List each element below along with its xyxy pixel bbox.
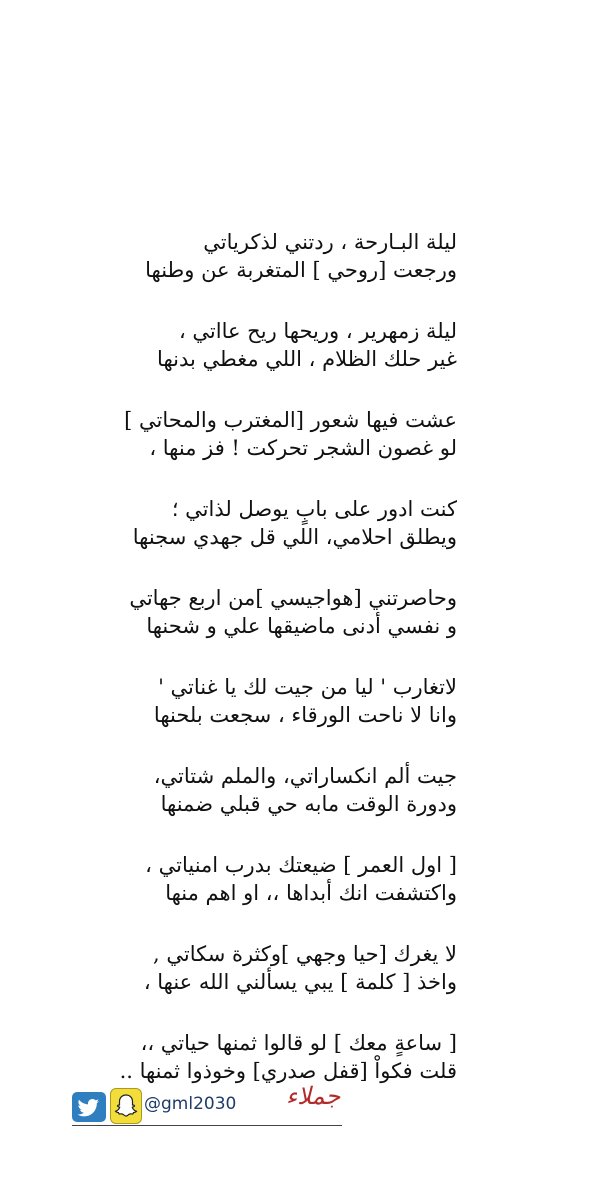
verse-line: وانا لا ناحت الورقاء ، سجعت بلحنها xyxy=(153,703,457,727)
stanza xyxy=(97,762,457,818)
stanza xyxy=(97,495,457,551)
verse-line: [ ساعةٍ معك ] لو قالوا ثمنها حياتي ،، xyxy=(140,1031,457,1055)
verse-line: لو غصون الشجر تحركت ! فز منها ، xyxy=(149,436,457,460)
verse-line: واخذ [ كلمة ] يبي يسألني الله عنها ، xyxy=(143,970,457,994)
verse-line: ليلة زمهرير ، وريحها ريح عااتي ، xyxy=(178,319,457,343)
verse-line: ورجعت [روحي ] المتغربة عن وطنها xyxy=(145,258,457,282)
social-handle[interactable]: @gml2030 xyxy=(144,1094,237,1114)
footer-underline xyxy=(72,1125,342,1126)
verse-line: غير حلك الظلام ، اللي مغطي بدنها xyxy=(157,347,457,371)
verse-line: قلت فكواْ [قفل صدري] وخوذوا ثمنها .. xyxy=(119,1059,457,1083)
verse-line: جيت ألم انكساراتي، والملم شتاتي، xyxy=(153,764,457,788)
verse-line: ودورة الوقت مابه حي قبلي ضمنها xyxy=(160,792,457,816)
footer-credit xyxy=(72,1082,342,1134)
snapchat-ghost-icon[interactable] xyxy=(110,1088,142,1124)
verse-line: و نفسي أدنى ماضيقها علي و شحنها xyxy=(146,614,457,638)
verse-line: كنت ادور على بابٍ يوصل لذاتي ؛ xyxy=(171,497,457,521)
twitter-bird-icon[interactable] xyxy=(72,1092,106,1122)
verse-line: ويطلق احلامي، اللي قل جهدي سجنها xyxy=(132,525,457,549)
verse-line: عشت فيها شعور [المغترب والمحاتي ] xyxy=(124,408,457,432)
stanza xyxy=(97,228,457,284)
stanza xyxy=(97,851,457,907)
stanza xyxy=(97,673,457,729)
verse-line: لا يغرك [حيا وجهي ]وكثرة سكاتي , xyxy=(153,942,457,966)
stanza xyxy=(97,584,457,640)
verse-line: [ اول العمر ] ضيعتك بدرب امنياتي ، xyxy=(145,853,457,877)
stanza xyxy=(97,317,457,373)
verse-line: ليلة البـارحة ، ردتني لذكرياتي xyxy=(203,230,457,254)
stanza xyxy=(97,940,457,996)
signature: جملاء xyxy=(286,1082,341,1110)
stanza xyxy=(97,1029,457,1085)
verse-line: وحاصرتني [هواجيسي ]من اربع جهاتي xyxy=(129,586,457,610)
stanza xyxy=(97,406,457,462)
poem xyxy=(97,228,457,1118)
verse-line: لاتغارب ' ليا من جيت لك يا غناتي ' xyxy=(158,675,457,699)
verse-line: واكتشفت انك أبداها ،، او اهم منها xyxy=(165,881,457,905)
